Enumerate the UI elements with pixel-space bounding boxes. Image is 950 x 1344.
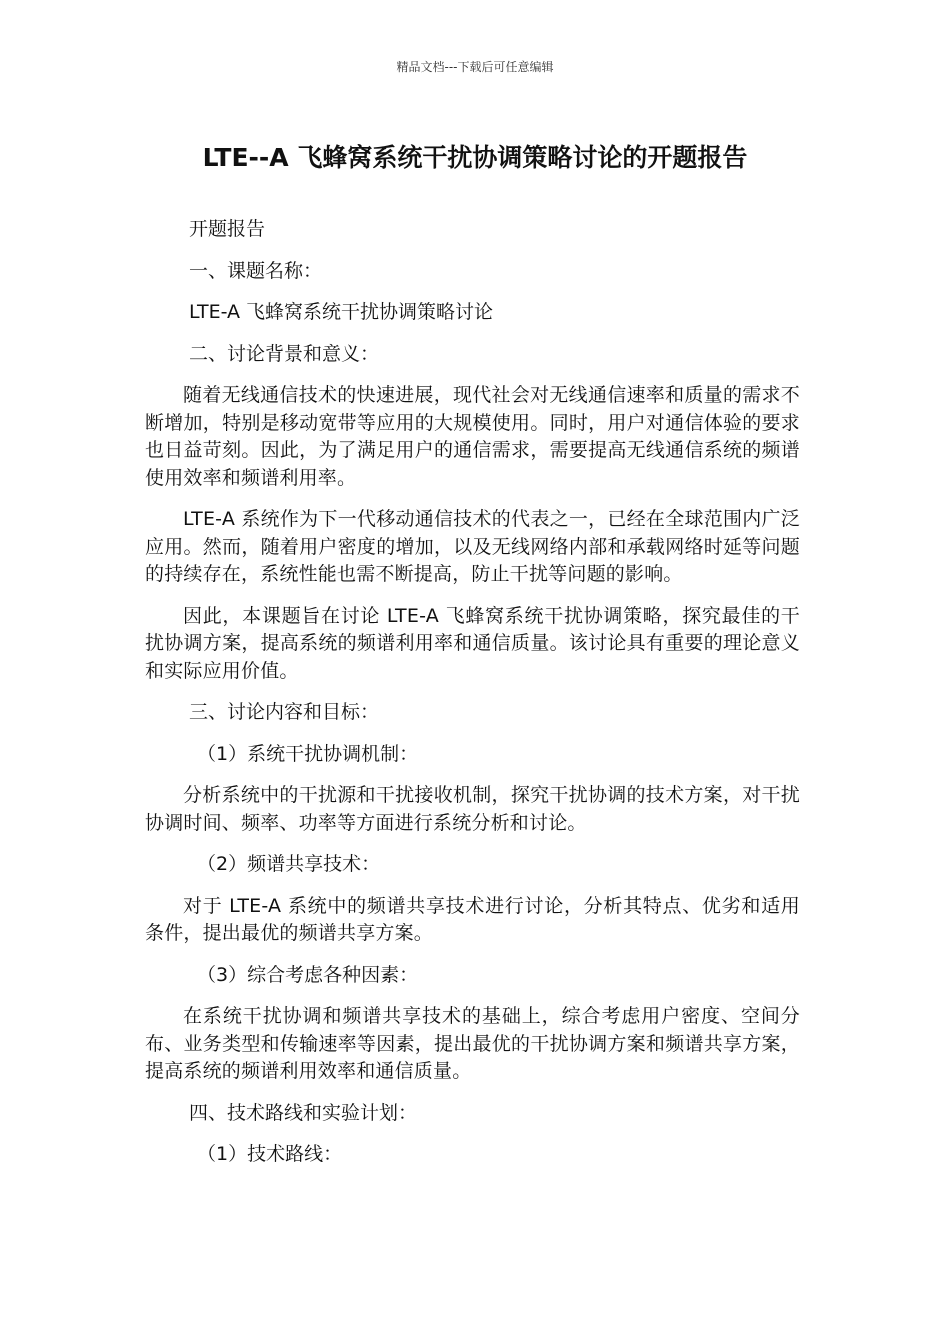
section-heading-background: 二、讨论背景和意义： (189, 342, 380, 365)
document-body (145, 216, 800, 1183)
document-title: LTE--A 飞蜂窝系统干扰协调策略讨论的开题报告 (202, 143, 748, 172)
paragraph-background-2: LTE-A 系统作为下一代移动通信技术的代表之一，已经在全球范围内广泛应用。然而，随着用户密度的增加，以及无线网络内部和承载网络时延等问题的持续存在，系统性能也需不断提高，防止干扰等问题的影响。 (145, 508, 800, 585)
section-heading-topic: 一、课题名称： (189, 259, 323, 282)
section-heading-content: 三、讨论内容和目标： (189, 701, 380, 723)
paragraph-content-2: 对于 LTE-A 系统中的频谱共享技术进行讨论，分析其特点、优劣和适用条件，提出最优的频谱共享方案。 (145, 894, 800, 944)
paragraph-background-3: 因此，本课题旨在讨论 LTE-A 飞蜂窝系统干扰协调策略，探究最佳的干扰协调方案，提高系统的频谱利用率和通信质量。该讨论具有重要的理论意义和实际应用价值。 (145, 604, 800, 682)
header-note: 精品文档---下载后可任意编辑 (396, 60, 554, 74)
subheading-plan-1: （1）技术路线： (197, 1143, 343, 1165)
subheading-2: （2）频谱共享技术： (197, 853, 381, 875)
topic-name: LTE-A 飞蜂窝系统干扰协调策略讨论 (189, 301, 494, 323)
section-label: 开题报告 (189, 218, 266, 240)
subheading-1: （1）系统干扰协调机制： (197, 742, 419, 765)
paragraph-content-3: 在系统干扰协调和频谱共享技术的基础上，综合考虑用户密度、空间分布、业务类型和传输速率等因素，提出最优的干扰协调方案和频谱共享方案，提高系统的频谱利用效率和通信质量。 (145, 1005, 800, 1082)
section-heading-plan: 四、技术路线和实验计划： (189, 1101, 418, 1124)
subheading-3: （3）综合考虑各种因素： (197, 963, 419, 986)
paragraph-background-1: 随着无线通信技术的快速进展，现代社会对无线通信速率和质量的需求不断增加，特别是移动宽带等应用的大规模使用。同时，用户对通信体验的要求也日益苛刻。因此，为了满足用户的通信需求，需要提高无线通信系统的频谱使用效率和频谱利用率。 (145, 384, 800, 489)
paragraph-content-1: 分析系统中的干扰源和干扰接收机制，探究干扰协调的技术方案，对干扰协调时间、频率、功率等方面进行系统分析和讨论。 (145, 784, 800, 834)
